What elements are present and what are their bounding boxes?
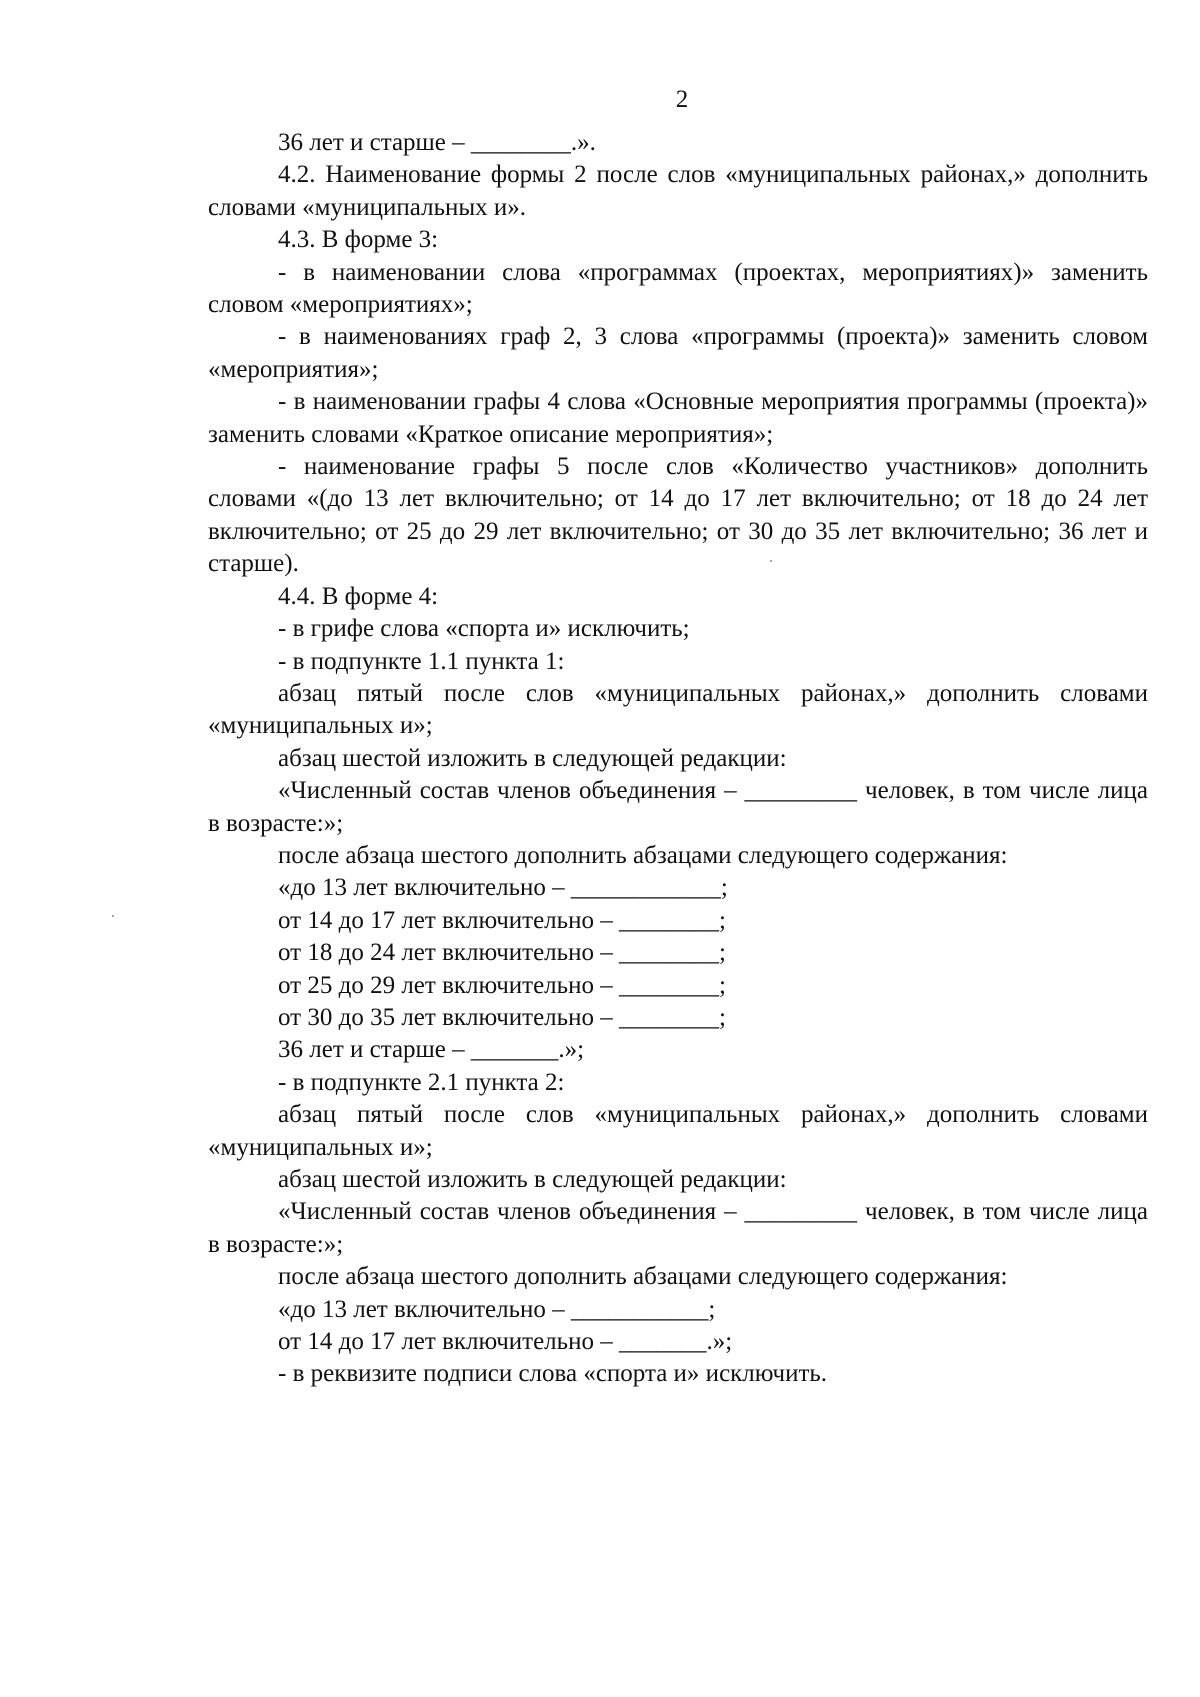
paragraph: абзац шестой изложить в следующей редакции: <box>278 744 787 772</box>
paragraph: 4.3. В форме 3: <box>278 226 439 254</box>
paragraph: после абзаца шестого дополнить абзацами следующего содержания: <box>278 1263 1008 1291</box>
scan-speck <box>112 915 114 917</box>
paragraph: от 30 до 35 лет включительно – ________; <box>278 1003 726 1031</box>
paragraph: от 14 до 17 лет включительно – _______.»; <box>278 1328 733 1356</box>
paragraph: от 18 до 24 лет включительно – ________; <box>278 939 726 967</box>
paragraph: 4.2. Наименование формы 2 после слов «муниципальных районах,» дополнить словами «муниципальных и». <box>208 161 1148 221</box>
paragraph: 36 лет и старше – ________.». <box>278 129 596 156</box>
paragraph: - в подпункте 2.1 пункта 2: <box>278 1068 565 1096</box>
paragraph: - в подпункте 1.1 пункта 1: <box>278 647 565 675</box>
paragraph: «до 13 лет включительно – ___________; <box>278 1295 716 1323</box>
paragraph: 4.4. В форме 4: <box>278 582 439 610</box>
scan-speck <box>770 560 772 562</box>
document-body <box>208 127 1148 1391</box>
paragraph: после абзаца шестого дополнить абзацами следующего содержания: <box>278 841 1008 869</box>
page-number: 2 <box>675 86 689 113</box>
paragraph: - в наименованиях граф 2, 3 слова «программы (проекта)» заменить словом «мероприятия»; <box>208 323 1148 383</box>
paragraph: - в наименовании графы 4 слова «Основные мероприятия программы (проекта)» заменить словами «Краткое описание мероприятия»; <box>208 388 1148 448</box>
paragraph: абзац пятый после слов «муниципальных районах,» дополнить словами «муниципальных и»; <box>208 1101 1148 1161</box>
paragraph: «до 13 лет включительно – ____________; <box>278 874 728 902</box>
paragraph: от 14 до 17 лет включительно – ________; <box>278 906 726 934</box>
paragraph: от 25 до 29 лет включительно – ________; <box>278 971 726 999</box>
paragraph: - наименование графы 5 после слов «Количество участников» дополнить словами «(до 13 лет включительно; от 14 до 17 лет включительно; от 18 до 24 лет включительно; от 25 до 29 лет включительно; от 30 до 35 лет включительно; 36 лет и старше). <box>208 453 1148 578</box>
paragraph: абзац шестой изложить в следующей редакции: <box>278 1166 787 1193</box>
paragraph: - в грифе слова «спорта и» исключить; <box>278 615 690 643</box>
paragraph: абзац пятый после слов «муниципальных районах,» дополнить словами «муниципальных и»; <box>208 679 1148 740</box>
paragraph: - в реквизите подписи слова «спорта и» исключить. <box>278 1360 828 1388</box>
paragraph: 36 лет и старше – _______.»; <box>278 1036 585 1064</box>
paragraph: «Численный состав членов объединения – _________ человек, в том числе лица в возрасте:»; <box>208 777 1148 837</box>
paragraph: «Численный состав членов объединения – _________ человек, в том числе лица в возрасте:»; <box>208 1198 1148 1258</box>
paragraph: - в наименовании слова «программах (проектах, мероприятиях)» заменить словом «мероприятиях»; <box>208 258 1148 319</box>
